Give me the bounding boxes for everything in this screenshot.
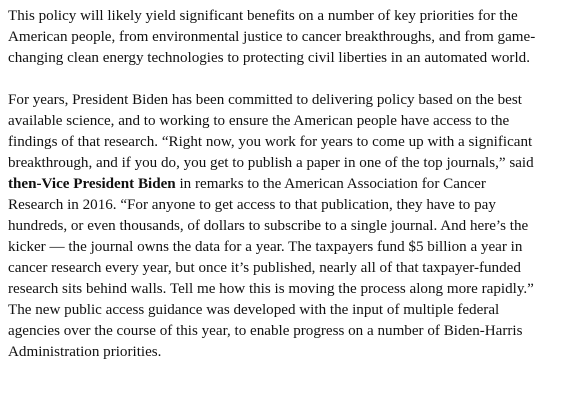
text-line: For years, President Biden has been committed to delivering policy based on the best [8,92,522,108]
paragraph-biden-quote [8,90,583,363]
text-line: kicker — the journal owns the data for a year. The taxpayers fund $5 billion a year in [8,239,523,255]
text-fragment: in remarks to the American Association for Cancer [175,176,486,192]
paragraph-policy-benefits [8,6,583,69]
text-line: Administration priorities. [8,344,162,360]
text-line: breakthrough, and if you do, you get to publish a paper in one of the top journals,” said [8,155,534,171]
text-line-with-bold [8,174,583,195]
text-line: American people, from environmental justice to cancer breakthroughs, and from game- [8,29,536,45]
text-line: hundreds, or even thousands, of dollars to subscribe to a single journal. And here’s the [8,218,529,234]
text-line: research sits behind walls. Tell me how this is moving the process along more rapidly.” [8,281,534,297]
text-line: Research in 2016. “For anyone to get access to that publication, they have to pay [8,197,496,213]
text-line: available science, and to working to ensure the American people have access to the [8,113,510,129]
text-line: This policy will likely yield significant benefits on a number of key priorities for the [8,8,518,24]
text-line: agencies over the course of this year, to enable progress on a number of Biden-Harris [8,323,523,339]
bold-speaker-name: then-Vice President Biden [8,176,176,192]
text-line: findings of that research. “Right now, you work for years to come up with a significant [8,134,533,150]
text-line: The new public access guidance was developed with the input of multiple federal [8,302,500,318]
text-line: cancer research every year, but once it’s published, nearly all of that taxpayer-funded [8,260,521,276]
paragraph-spacer [8,69,583,90]
text-line: changing clean energy technologies to protecting civil liberties in an automated world. [8,50,530,66]
